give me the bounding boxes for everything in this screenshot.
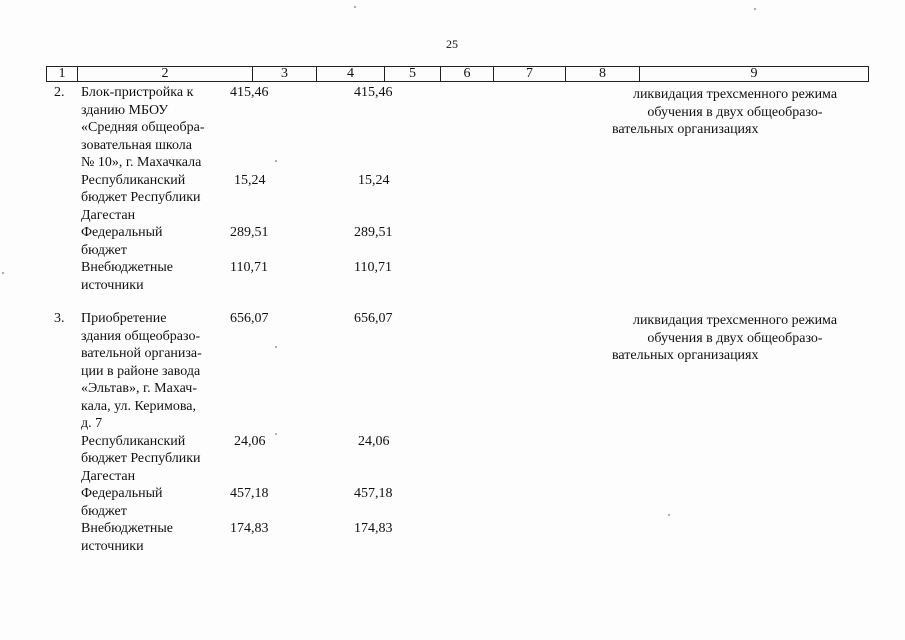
item-name-line: Приобретение (81, 311, 167, 326)
funding-source-name (81, 433, 216, 486)
funding-source-name-line: Дагестан (81, 207, 136, 223)
funding-source-name-line: источники (81, 538, 144, 554)
item-name-line: зовательная школа (81, 137, 192, 153)
col-header-5: 5 (385, 67, 441, 82)
item-result-line: ликвидация трехсменного режима (632, 313, 838, 328)
funding-source-col3: 289,51 (230, 225, 269, 240)
item-name-line: зданию МБОУ (81, 102, 169, 118)
item-result-line: обучения в двух общеобразо- (647, 104, 823, 120)
page-number: 25 (446, 37, 458, 51)
funding-source-col5: 457,18 (354, 486, 393, 501)
funding-source-name (81, 485, 216, 520)
item-result-line: вательных организациях (612, 348, 759, 363)
funding-source-col3: 15,24 (234, 172, 266, 188)
col-header-7: 7 (494, 67, 566, 82)
funding-source-name-line: Дагестан (81, 468, 136, 484)
scan-speck (2, 272, 4, 274)
funding-source-col5: 24,06 (358, 433, 390, 449)
funding-source-name (81, 259, 216, 294)
funding-source-name-line: источники (81, 277, 144, 293)
item-result-line: ликвидация трехсменного режима (632, 87, 838, 102)
funding-source-col3: 174,83 (230, 521, 269, 536)
funding-source-col3: 110,71 (230, 260, 268, 275)
scan-speck (275, 433, 277, 435)
funding-source-col3: 457,18 (230, 486, 269, 501)
item-name (81, 84, 216, 172)
item-name-line: вательной организа- (81, 346, 202, 361)
scan-speck (275, 160, 277, 162)
item-total-col3: 415,46 (230, 85, 269, 100)
col-header-9: 9 (640, 67, 869, 82)
funding-source-col3: 24,06 (234, 433, 266, 449)
item-result (612, 86, 858, 139)
funding-source-name-line: Федеральный (81, 225, 163, 240)
item-result-line: обучения в двух общеобразо- (647, 330, 823, 346)
funding-source-name-line: Внебюджетные (81, 260, 173, 275)
funding-source-col5: 15,24 (358, 172, 390, 188)
funding-source-name-line: Федеральный (81, 486, 163, 501)
col-header-8: 8 (566, 67, 640, 82)
item-name-line: № 10», г. Махачкала (81, 155, 202, 170)
item-name-line: кала, ул. Керимова, (81, 398, 197, 414)
scan-speck (275, 346, 277, 348)
col-header-6: 6 (441, 67, 494, 82)
item-name-line: ции в районе завода (81, 363, 201, 379)
scan-speck (754, 8, 756, 10)
funding-source-name (81, 520, 216, 555)
col-header-4: 4 (317, 67, 385, 82)
funding-source-col5: 289,51 (354, 225, 393, 240)
item-number: 3. (54, 311, 65, 326)
item-name-line: «Средняя общеобра- (81, 120, 205, 135)
col-header-1: 1 (47, 67, 78, 82)
item-name-line: д. 7 (81, 416, 103, 431)
funding-source-name-line: бюджет Республики (81, 451, 201, 466)
column-header-row (47, 67, 869, 82)
item-total-col5: 656,07 (354, 311, 393, 326)
item-name (81, 310, 216, 433)
funding-source-name (81, 224, 216, 259)
item-name-line: «Эльтав», г. Махач- (81, 381, 198, 396)
item-total-col5: 415,46 (354, 85, 393, 100)
funding-source-name (81, 172, 216, 225)
funding-source-name-line: бюджет Республики (81, 190, 201, 205)
col-header-2: 2 (78, 67, 253, 82)
funding-source-name-line: бюджет (81, 242, 127, 258)
item-name-line: здания общеобразо- (81, 328, 201, 344)
funding-source-name-line: Республиканский (81, 433, 186, 449)
scan-speck (668, 514, 670, 516)
funding-source-name-line: Внебюджетные (81, 521, 173, 536)
item-result-line: вательных организациях (612, 122, 759, 137)
funding-source-name-line: Республиканский (81, 172, 186, 188)
item-result (612, 312, 858, 365)
item-total-col3: 656,07 (230, 311, 269, 326)
item-name-line: Блок-пристройка к (81, 85, 194, 100)
funding-source-name-line: бюджет (81, 503, 127, 519)
item-number: 2. (54, 85, 65, 100)
col-header-3: 3 (253, 67, 317, 82)
funding-source-col5: 110,71 (354, 260, 392, 275)
column-header-table (46, 66, 869, 82)
scan-speck (354, 6, 356, 8)
funding-source-col5: 174,83 (354, 521, 393, 536)
